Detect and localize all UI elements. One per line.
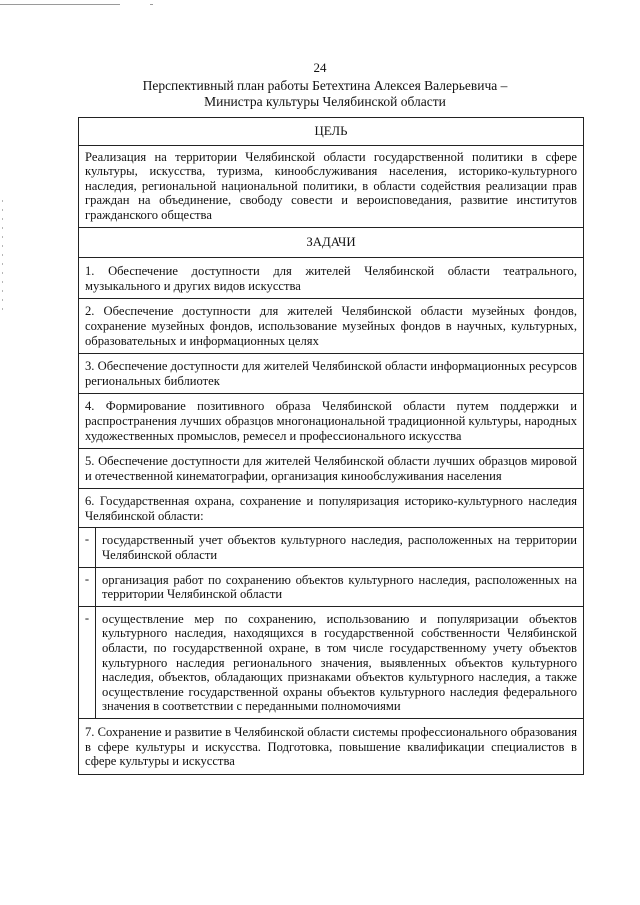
task-row-3 bbox=[79, 354, 584, 394]
task-7: 7. Сохранение и развитие в Челябинской области системы профессионального образования в сфере культуры и искусства. Подготовка, повышение квалификации специалистов в сфере культуры и искусства bbox=[79, 719, 584, 775]
header-line-1: Перспективный план работы Бетехтина Алексея Валерьевича – bbox=[142, 78, 508, 93]
tasks-heading: ЗАДАЧИ bbox=[79, 227, 584, 258]
subtask-3-text: осуществление мер по сохранению, использованию и популяризации объектов культурного наследия, находящихся в государственной собственности Челябинской области, по государственной охране, в том числе государственному учету объектов культурного наследия регионального значения, выявленных объектов культурного наследия, объектов, обладающих признаками объектов культурного наследия, а также осуществление государственной охраны объектов культурного наследия федерального значения в соответствии с переданными полномочиями bbox=[96, 606, 584, 718]
task-3: 3. Обеспечение доступности для жителей Челябинской области информационных ресурсов региональных библиотек bbox=[79, 354, 584, 394]
subtask-row-3 bbox=[79, 606, 584, 718]
subtask-3-marker: - bbox=[79, 606, 96, 718]
subtask-row-2 bbox=[79, 567, 584, 606]
subtask-2-marker: - bbox=[79, 567, 96, 606]
task-row-4 bbox=[79, 394, 584, 449]
subtask-1-text: государственный учет объектов культурного наследия, расположенных на территории Челябинской области bbox=[96, 528, 584, 567]
scan-edge-mark bbox=[150, 4, 153, 5]
task-row-2 bbox=[79, 299, 584, 354]
goal-heading: ЦЕЛЬ bbox=[79, 118, 584, 146]
goal-text: Реализация на территории Челябинской области государственной политики в сфере культуры, искусства, туризма, кинообслуживания населения, историко-культурного наследия, региональной национальной политики, в области содействия реализации прав граждан на объединение, свободу совести и вероисповедания, развитие институтов гражданского общества bbox=[79, 145, 584, 227]
task-row-6 bbox=[79, 489, 584, 528]
task-row-7 bbox=[79, 719, 584, 775]
subtask-row-1 bbox=[79, 528, 584, 567]
subtask-1-marker: - bbox=[79, 528, 96, 567]
task-row-1 bbox=[79, 258, 584, 299]
plan-table bbox=[78, 117, 584, 775]
scan-edge-line bbox=[0, 4, 120, 5]
task-1: 1. Обеспечение доступности для жителей Челябинской области театрального, музыкального и других видов искусства bbox=[79, 258, 584, 299]
header-line-2: Министра культуры Челябинской области bbox=[204, 94, 446, 109]
tasks-heading-row bbox=[79, 227, 584, 258]
task-2: 2. Обеспечение доступности для жителей Челябинской области музейных фондов, сохранение музейных фондов, использование музейных фондов в научных, культурных, образовательных и информационных целях bbox=[79, 299, 584, 354]
subtask-2-text: организация работ по сохранению объектов культурного наследия, расположенных на территории Челябинской области bbox=[96, 567, 584, 606]
scan-margin-dots bbox=[2, 200, 3, 310]
task-5: 5. Обеспечение доступности для жителей Челябинской области лучших образцов мировой и отечественной кинематографии, организация кинообслуживания населения bbox=[79, 449, 584, 489]
task-row-5 bbox=[79, 449, 584, 489]
document-header bbox=[80, 78, 570, 110]
goal-text-row bbox=[79, 145, 584, 227]
task-6: 6. Государственная охрана, сохранение и популяризация историко-культурного наследия Челябинской области: bbox=[79, 489, 584, 528]
goal-heading-row bbox=[79, 118, 584, 146]
page-number: 24 bbox=[313, 60, 327, 75]
task-4: 4. Формирование позитивного образа Челябинской области путем поддержки и распространения лучших образцов многонациональной традиционной культуры, народных художественных промыслов, ремесел и профессионального искусства bbox=[79, 394, 584, 449]
